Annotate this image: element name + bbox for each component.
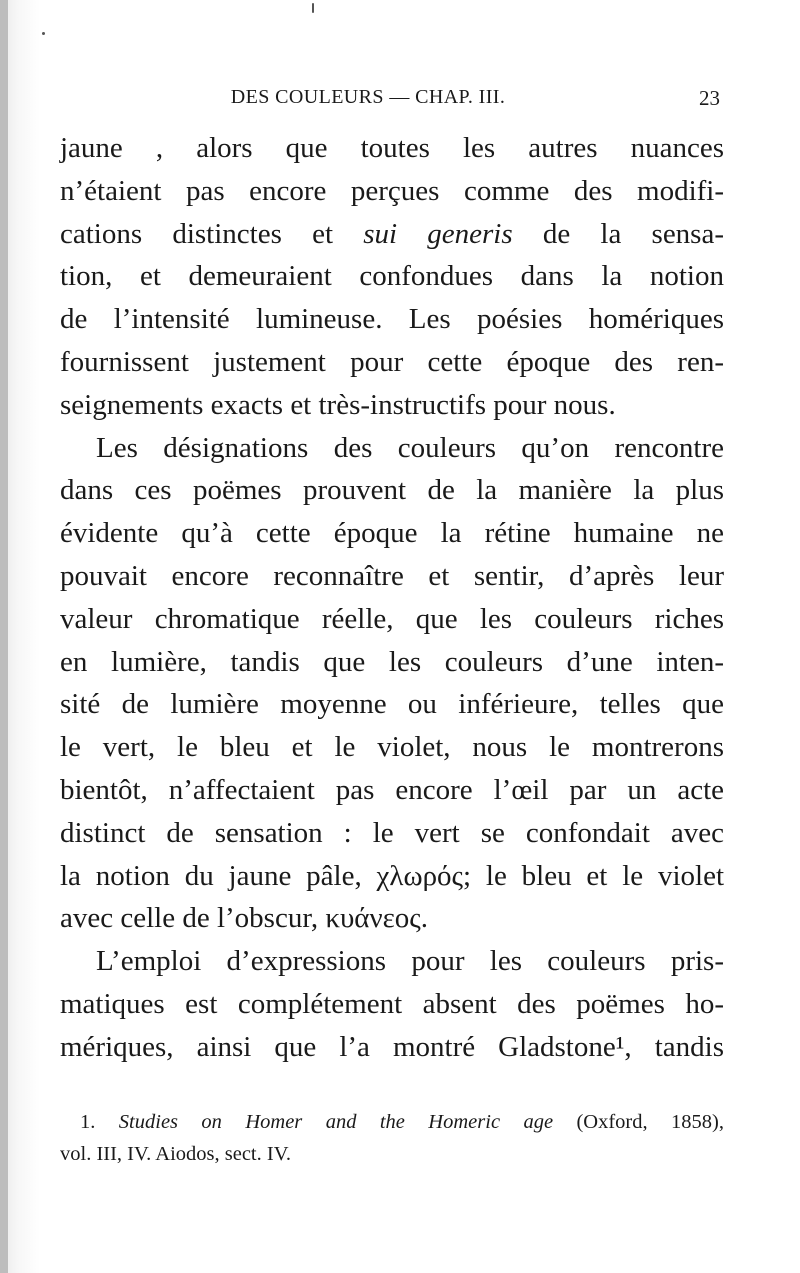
text-line bbox=[60, 213, 724, 256]
text-line: L’emploi d’expressions pour les couleurs pris- bbox=[96, 945, 724, 978]
footnote bbox=[60, 1106, 724, 1170]
paper-speck bbox=[312, 3, 314, 13]
text-line: dans ces poëmes prouvent de la manière la plus bbox=[60, 474, 724, 507]
footnote-marker: 1. bbox=[80, 1111, 96, 1133]
footnote-line: vol. III, IV. Aiodos, sect. IV. bbox=[60, 1143, 291, 1165]
body-text bbox=[60, 127, 724, 1069]
text-line: valeur chromatique réelle, que les couleurs riches bbox=[60, 602, 724, 635]
text-segment: de la sensa- bbox=[512, 217, 725, 250]
text-line: la notion du jaune pâle, χλωρός; le bleu et le violet bbox=[60, 859, 724, 892]
footnote-line bbox=[60, 1106, 724, 1138]
running-head-title: DES COULEURS — CHAP. III. bbox=[230, 86, 506, 108]
text-line: avec celle de l’obscur, κυάνεος. bbox=[60, 902, 429, 935]
text-segment: cations distinctes et bbox=[60, 217, 364, 250]
text-line: n’étaient pas encore perçues comme des modifi- bbox=[60, 174, 724, 207]
text-line: Les désignations des couleurs qu’on rencontre bbox=[96, 431, 724, 464]
running-head bbox=[60, 84, 720, 114]
footnote-text: (Oxford, 1858), bbox=[553, 1111, 724, 1133]
text-line: bientôt, n’affectaient pas encore l’œil par un acte bbox=[60, 773, 724, 806]
text-line: mériques, ainsi que l’a montré Gladstone¹, tandis bbox=[60, 1030, 724, 1063]
text-line: sité de lumière moyenne ou inférieure, telles que bbox=[60, 688, 724, 721]
text-line: matiques est complétement absent des poëmes ho- bbox=[60, 987, 724, 1020]
text-line: seignements exacts et très-instructifs pour nous. bbox=[60, 388, 616, 421]
text-line: en lumière, tandis que les couleurs d’une inten- bbox=[60, 645, 724, 678]
italic-phrase: sui generis bbox=[363, 217, 513, 250]
text-line: jaune , alors que toutes les autres nuances bbox=[60, 132, 724, 164]
text-line: fournissent justement pour cette époque des ren- bbox=[60, 345, 724, 378]
text-line: de l’intensité lumineuse. Les poésies homériques bbox=[60, 303, 724, 336]
page-number: 23 bbox=[699, 86, 720, 110]
text-line: pouvait encore reconnaître et sentir, d’après leur bbox=[60, 559, 724, 592]
text-line: distinct de sensation : le vert se confondait avec bbox=[60, 816, 724, 849]
text-line: tion, et demeuraient confondues dans la notion bbox=[60, 260, 724, 293]
paper-speck bbox=[42, 32, 45, 35]
text-line: le vert, le bleu et le violet, nous le montrerons bbox=[60, 731, 724, 764]
footnote-title: Studies on Homer and the Homeric age bbox=[118, 1111, 554, 1133]
text-line: évidente qu’à cette époque la rétine humaine ne bbox=[60, 517, 724, 550]
